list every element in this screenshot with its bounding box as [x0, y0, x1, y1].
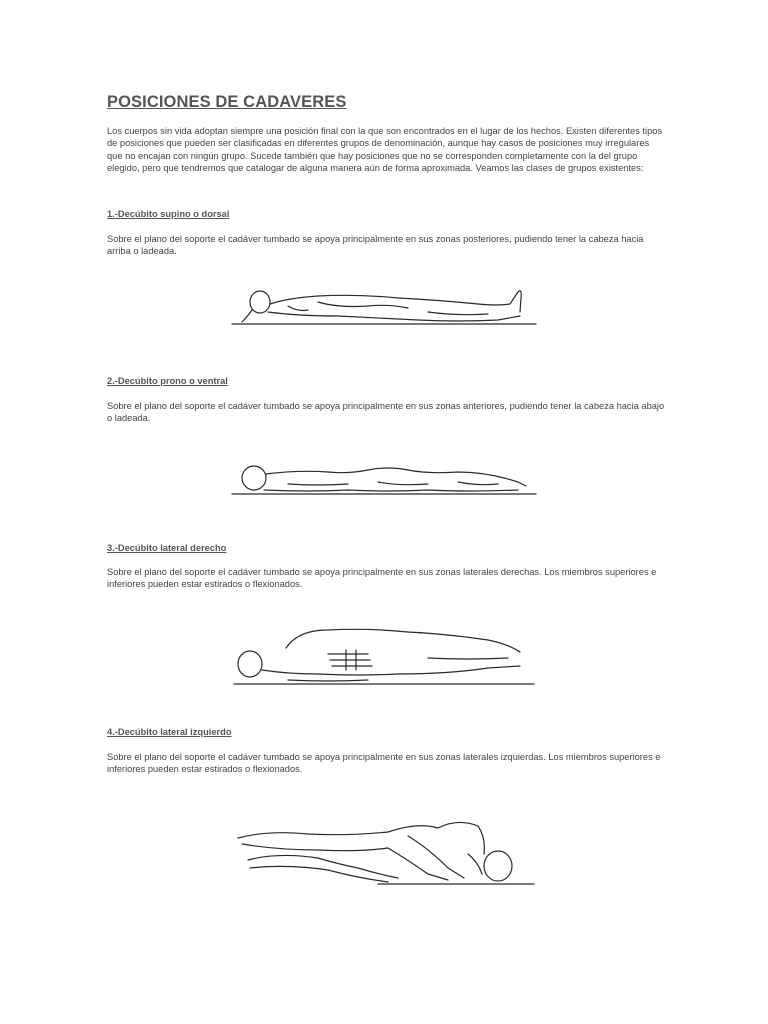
document-title: POSICIONES DE CADAVERES — [107, 93, 347, 111]
intro-paragraph: Los cuerpos sin vida adoptan siempre una posición final con la que son encontrados en el lugar de los hechos. Existen diferentes tipos de posiciones que pueden ser clasificadas en diferentes grupos de denominación, aunque hay casos de posiciones muy irregulares que no encajan con ningún grupo. Sucede también que hay posiciones que no se corresponden completamente con la del grupo elegido, pero que tendremos que catalogar de alguna manera aún de forma aproximada. Veamos las clases de grupos existentes: — [107, 126, 663, 174]
section-heading-supino: 1.-Decúbito supino o dorsal — [107, 209, 230, 219]
section-text-lateral-izquierdo: Sobre el plano del soporte el cadáver tumbado se apoya principalmente en sus zonas laterales izquierdas. Los miembros superiores e inferiores pueden estar estirados o flexionados. — [107, 752, 661, 775]
section-text-lateral-derecho: Sobre el plano del soporte el cadáver tumbado se apoya principalmente en sus zonas laterales derechas. Los miembros superiores e inferiores pueden estar estirados o flexionados. — [107, 567, 657, 590]
figure-supine-body — [228, 282, 540, 328]
section-text-prono: Sobre el plano del soporte el cadáver tumbado se apoya principalmente en sus zonas anteriores, pudiendo tener la cabeza hacia abajo o ladeada. — [107, 401, 665, 424]
figure-prone-body — [228, 456, 540, 500]
section-heading-lateral-derecho: 3.-Decúbito lateral derecho — [107, 543, 227, 553]
figure-right-lateral-body — [228, 624, 540, 688]
figure-left-lateral-body — [228, 808, 540, 888]
section-text-supino: Sobre el plano del soporte el cadáver tumbado se apoya principalmente en sus zonas posteriores, pudiendo tener la cabeza hacia arriba o ladeada. — [107, 234, 644, 257]
section-heading-prono: 2.-Decúbito prono o ventral — [107, 376, 228, 386]
section-heading-lateral-izquierdo: 4.-Decúbito lateral izquierdo — [107, 727, 232, 737]
